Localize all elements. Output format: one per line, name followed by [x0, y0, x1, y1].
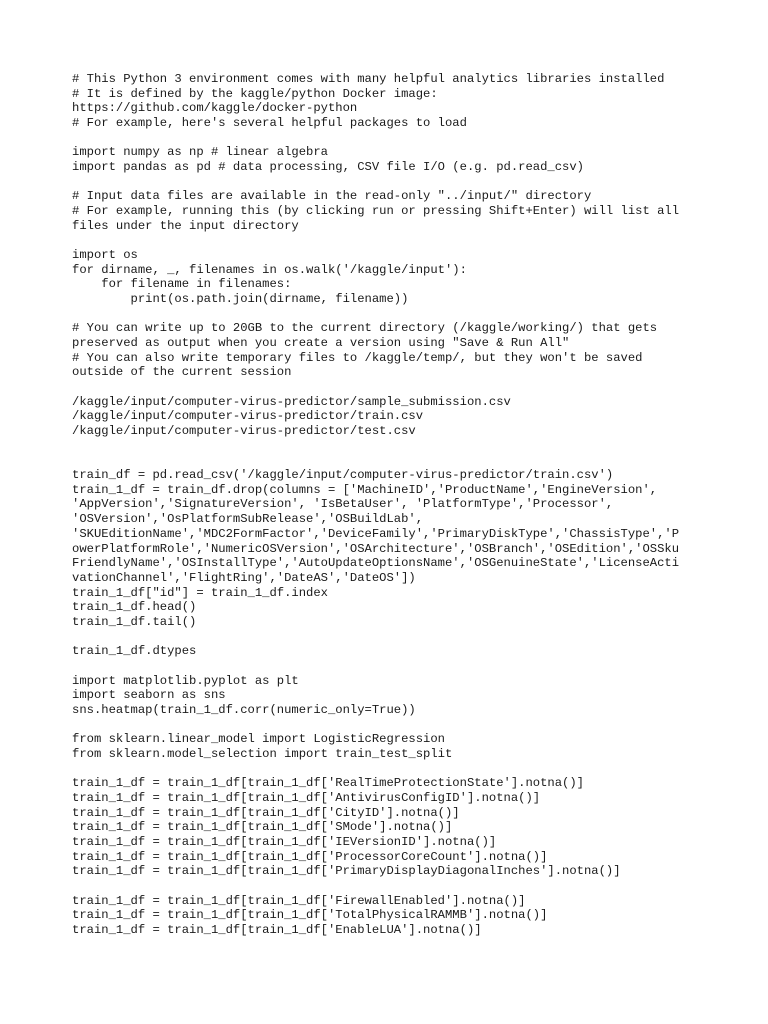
code-line: train_1_df["id"] = train_1_df.index: [72, 585, 328, 600]
blank-line: [72, 718, 702, 733]
code-line: import pandas as pd # data processing, CSV file I/O (e.g. pd.read_csv): [72, 160, 584, 175]
code-line: train_1_df = train_1_df[train_1_df['EnableLUA'].notna()]: [72, 922, 482, 937]
code-line: # Input data files are available in the read-only "../input/" directory: [72, 189, 592, 204]
code-line: 'OSVersion','OsPlatformSubRelease','OSBuildLab',: [72, 512, 424, 527]
code-line: train_1_df = train_1_df[train_1_df['PrimaryDisplayDiagonalInches'].notna()]: [72, 864, 621, 879]
blank-line: [72, 307, 702, 322]
code-line: /kaggle/input/computer-virus-predictor/sample_submission.csv: [72, 394, 511, 409]
code-line: # You can write up to 20GB to the current directory (/kaggle/working/) that gets: [72, 321, 658, 336]
code-line: preserved as output when you create a version using "Save & Run All": [72, 336, 570, 351]
code-line: 'AppVersion','SignatureVersion', 'IsBetaUser', 'PlatformType','Processor',: [72, 497, 614, 512]
code-line: train_1_df.dtypes: [72, 644, 197, 659]
blank-line: [72, 439, 702, 454]
code-line: train_1_df = train_1_df[train_1_df['AntivirusConfigID'].notna()]: [72, 790, 541, 805]
code-line: from sklearn.linear_model import LogisticRegression: [72, 732, 445, 747]
code-line: for dirname, _, filenames in os.walk('/kaggle/input'):: [72, 262, 467, 277]
code-line: train_1_df = train_1_df[train_1_df['RealTimeProtectionState'].notna()]: [72, 776, 584, 791]
blank-line: [72, 175, 702, 190]
code-line: train_1_df = train_df.drop(columns = ['MachineID','ProductName','EngineVersion',: [72, 482, 658, 497]
code-line: # For example, running this (by clicking run or pressing Shift+Enter) will list all: [72, 204, 680, 219]
blank-line: [72, 879, 702, 894]
blank-line: [72, 659, 702, 674]
code-line: # This Python 3 environment comes with many helpful analytics libraries installed: [72, 72, 665, 86]
blank-line: [72, 380, 702, 395]
code-line: train_1_df = train_1_df[train_1_df['CityID'].notna()]: [72, 805, 460, 820]
code-line: train_1_df.tail(): [72, 614, 197, 629]
code-line: train_1_df = train_1_df[train_1_df['SMode'].notna()]: [72, 820, 453, 835]
blank-line: [72, 762, 702, 777]
blank-line: [72, 453, 702, 468]
code-line: import numpy as np # linear algebra: [72, 145, 328, 160]
code-line: /kaggle/input/computer-virus-predictor/test.csv: [72, 424, 416, 439]
blank-line: [72, 630, 702, 645]
code-line: from sklearn.model_selection import train_test_split: [72, 746, 453, 761]
code-line: train_1_df = train_1_df[train_1_df['TotalPhysicalRAMMB'].notna()]: [72, 908, 548, 923]
code-line: import os: [72, 248, 138, 263]
code-line: print(os.path.join(dirname, filename)): [72, 292, 409, 307]
code-line: train_1_df = train_1_df[train_1_df['ProcessorCoreCount'].notna()]: [72, 849, 548, 864]
code-line: sns.heatmap(train_1_df.corr(numeric_only=True)): [72, 702, 416, 717]
code-line: train_1_df.head(): [72, 600, 197, 615]
blank-line: [72, 131, 702, 146]
code-document: [72, 72, 702, 938]
code-line: FriendlyName','OSInstallType','AutoUpdateOptionsName','OSGenuineState','LicenseActi: [72, 556, 680, 571]
code-line: # It is defined by the kaggle/python Docker image:: [72, 86, 438, 101]
blank-line: [72, 233, 702, 248]
code-line: import matplotlib.pyplot as plt: [72, 673, 299, 688]
code-line: owerPlatformRole','NumericOSVersion','OSArchitecture','OSBranch','OSEdition','OSSku: [72, 541, 680, 556]
code-line: # You can also write temporary files to /kaggle/temp/, but they won't be saved: [72, 350, 643, 365]
code-line: 'SKUEditionName','MDC2FormFactor','DeviceFamily','PrimaryDiskType','ChassisType','P: [72, 526, 680, 541]
code-line: outside of the current session: [72, 365, 292, 380]
code-line: for filename in filenames:: [72, 277, 292, 292]
code-line: /kaggle/input/computer-virus-predictor/train.csv: [72, 409, 424, 424]
code-line: train_df = pd.read_csv('/kaggle/input/computer-virus-predictor/train.csv'): [72, 468, 614, 483]
code-line: train_1_df = train_1_df[train_1_df['FirewallEnabled'].notna()]: [72, 893, 526, 908]
code-line: train_1_df = train_1_df[train_1_df['IEVersionID'].notna()]: [72, 834, 497, 849]
code-line: import seaborn as sns: [72, 688, 226, 703]
code-line: # For example, here's several helpful packages to load: [72, 116, 467, 131]
code-line: files under the input directory: [72, 218, 299, 233]
code-line: vationChannel','FlightRing','DateAS','DateOS']): [72, 570, 416, 585]
code-line: https://github.com/kaggle/docker-python: [72, 101, 358, 116]
